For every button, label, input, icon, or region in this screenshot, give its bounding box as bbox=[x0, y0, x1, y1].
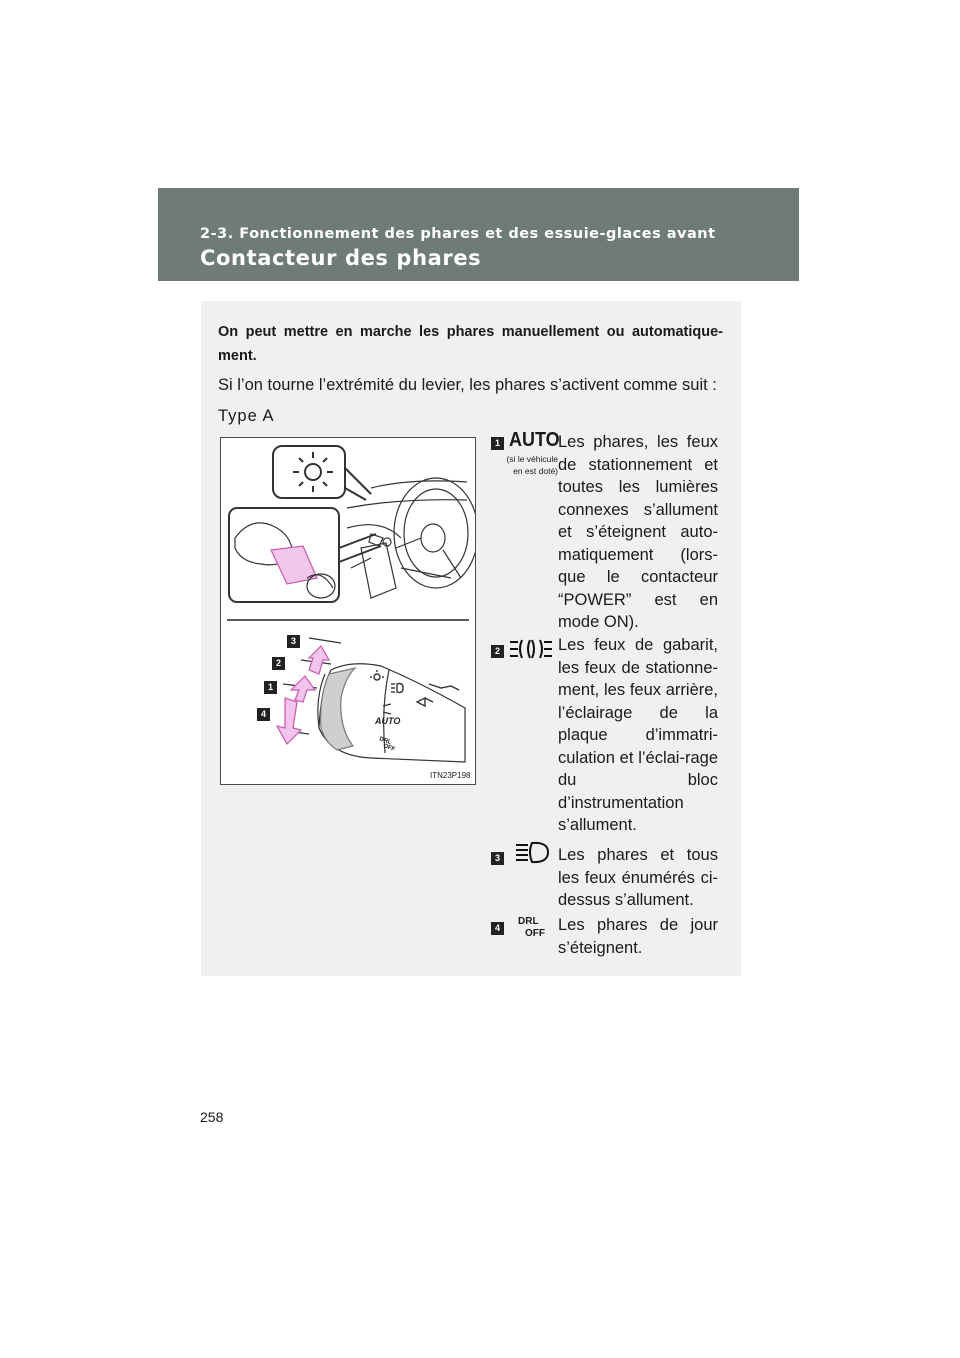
intro-text: On peut mettre en marche les phares manuellement ou automatique-ment. bbox=[218, 324, 723, 364]
auto-label-icon: AUTO bbox=[509, 427, 560, 451]
drl-text: DRL bbox=[518, 916, 539, 927]
item-number-4: 4 bbox=[491, 922, 504, 935]
figure-callout-2: 2 bbox=[272, 657, 285, 670]
figure-callout-4: 4 bbox=[257, 708, 270, 721]
figure-code: ITN23P198 bbox=[430, 771, 471, 780]
lever-off-label: OFF bbox=[382, 743, 396, 753]
item-text-2: Les feux de gabarit, les feux de stationne-ment, les feux arrière, l’éclairage de la plaque d’immatri-culation et l’éclai-rage du bloc d’instrumentation s’allument. bbox=[558, 636, 718, 834]
lead-text: Si l’on tourne l’extrémité du levier, les phares s’activent comme suit : bbox=[218, 376, 717, 394]
parking-lights-icon bbox=[508, 636, 554, 667]
item-text-1: Les phares, les feux de stationnement et toutes les lumières connexes s’allument et s’éteignent auto-matiquement (lors-que le contacteur “POWER” est en mode ON). bbox=[558, 433, 718, 631]
item-number-1: 1 bbox=[491, 437, 504, 450]
chapter-header bbox=[158, 188, 799, 281]
page-number: 258 bbox=[200, 1109, 224, 1125]
headlight-switch-illustration bbox=[220, 437, 476, 785]
item-text-3: Les phares et tous les feux énumérés ci-dessus s’allument. bbox=[558, 846, 718, 909]
page-title: Contacteur des phares bbox=[200, 246, 482, 270]
item-text-4: Les phares de jour s’éteignent. bbox=[558, 916, 718, 957]
figure-callout-1: 1 bbox=[264, 681, 277, 694]
auto-availability-note: (si le véhicule en est doté) bbox=[506, 454, 558, 476]
lever-auto-label: AUTO bbox=[375, 716, 401, 726]
item-number-3: 3 bbox=[491, 852, 504, 865]
lever-drl-label: DRL bbox=[378, 736, 392, 747]
headlight-icon bbox=[514, 841, 550, 870]
type-label: Type A bbox=[218, 407, 275, 425]
item-number-2: 2 bbox=[491, 645, 504, 658]
section-title: 2-3. Fonctionnement des phares et des essuie-glaces avant bbox=[200, 226, 716, 242]
illustration-drawing bbox=[221, 438, 475, 784]
figure-callout-3: 3 bbox=[287, 635, 300, 648]
off-text: OFF bbox=[525, 928, 545, 939]
